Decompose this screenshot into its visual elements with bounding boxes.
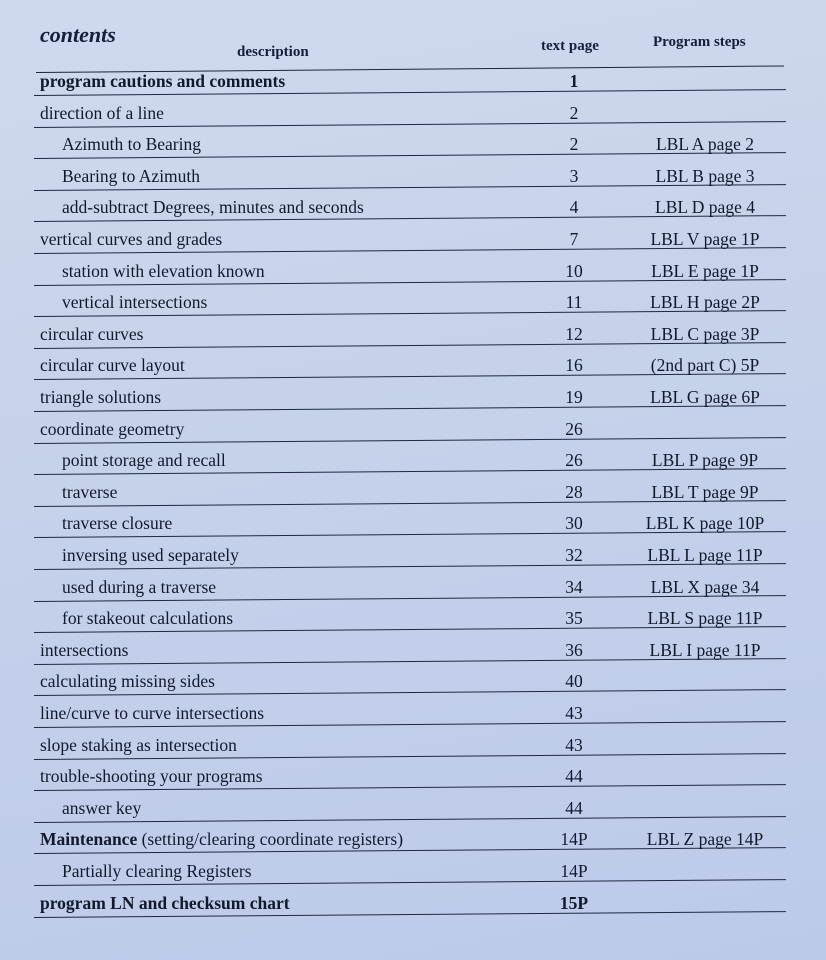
- row-description: used during a traverse: [62, 576, 217, 597]
- table-row: [0, 97, 826, 128]
- row-description: direction of a line: [40, 102, 164, 123]
- row-divider: [34, 500, 786, 507]
- row-description: circular curve layout: [40, 355, 185, 376]
- table-row: [0, 571, 826, 602]
- row-description: vertical curves and grades: [40, 229, 223, 249]
- row-text-page: 15P: [559, 892, 589, 913]
- row-description-rest: (setting/clearing coordinate registers): [137, 829, 404, 850]
- table-row: [0, 160, 826, 191]
- row-description: line/curve to curve intersections: [40, 703, 265, 723]
- row-text-page: 14P: [560, 861, 588, 881]
- table-row: [0, 729, 826, 760]
- row-program-steps: LBL T page 9P: [651, 481, 759, 502]
- row-program-steps: LBL H page 2P: [650, 292, 760, 313]
- row-text-page: 10: [565, 260, 583, 281]
- row-description: coordinate geometry: [40, 418, 185, 439]
- row-program-steps: LBL E page 1P: [651, 260, 759, 281]
- row-divider: [34, 816, 786, 823]
- page-title: contents: [40, 22, 116, 47]
- row-text-page: 2: [569, 134, 579, 155]
- row-text-page: 26: [565, 450, 583, 471]
- row-program-steps: LBL G page 6P: [650, 387, 760, 407]
- row-program-steps: LBL D page 4: [655, 197, 755, 218]
- row-description: add-subtract Degrees, minutes and seconds: [62, 197, 364, 218]
- header-program-steps: Program steps: [653, 34, 746, 50]
- table-row: [0, 65, 826, 96]
- row-text-page: 12: [565, 323, 583, 344]
- row-program-steps: LBL V page 1P: [650, 229, 760, 249]
- row-description: trouble-shooting your programs: [40, 766, 263, 787]
- row-text-page: 3: [569, 165, 579, 186]
- row-description: point storage and recall: [62, 450, 226, 471]
- row-divider: [34, 658, 786, 665]
- table-row: [0, 697, 826, 728]
- row-description: vertical intersections: [62, 292, 208, 313]
- table-row: [0, 602, 826, 633]
- row-text-page: 28: [565, 481, 583, 502]
- table-row: [0, 413, 826, 444]
- table-row: [0, 507, 826, 538]
- row-description-lead: Maintenance: [40, 829, 138, 850]
- row-program-steps: LBL K page 10P: [645, 513, 765, 534]
- row-program-steps: LBL L page 11P: [647, 545, 763, 565]
- table-row: [0, 255, 826, 286]
- row-description: for stakeout calculations: [62, 608, 234, 629]
- row-description: inversing used separately: [62, 545, 239, 565]
- row-text-page: 44: [565, 797, 583, 818]
- table-row: [0, 539, 826, 570]
- row-description: calculating missing sides: [40, 671, 215, 692]
- row-text-page: 2: [569, 102, 579, 123]
- row-text-page: 36: [565, 639, 583, 660]
- row-program-steps: (2nd part C) 5P: [650, 355, 760, 376]
- row-description: Partially clearing Registers: [62, 861, 252, 881]
- row-text-page: 43: [565, 703, 583, 723]
- row-text-page: 35: [565, 608, 583, 629]
- table-row: [0, 855, 826, 886]
- table-row: [0, 476, 826, 507]
- row-description: Azimuth to Bearing: [62, 134, 202, 155]
- row-description: circular curves: [40, 323, 144, 344]
- table-row: [0, 349, 826, 380]
- row-program-steps: LBL C page 3P: [650, 323, 760, 344]
- row-program-steps: LBL P page 9P: [651, 450, 759, 471]
- row-description: station with elevation known: [62, 260, 265, 281]
- row-divider: [34, 342, 786, 349]
- row-description: [40, 829, 403, 850]
- row-text-page: 40: [565, 671, 583, 692]
- row-text-page: 26: [565, 418, 583, 439]
- table-row: [0, 887, 826, 918]
- table-row: [0, 760, 826, 791]
- table-row: [0, 286, 826, 317]
- row-description: traverse: [62, 481, 118, 502]
- table-row: [0, 665, 826, 696]
- table-row: [0, 318, 826, 349]
- table-row: [0, 381, 826, 412]
- table-row: [0, 223, 826, 254]
- row-program-steps: LBL S page 11P: [647, 608, 763, 629]
- row-program-steps: LBL X page 34: [650, 576, 760, 597]
- row-description: program cautions and comments: [40, 71, 286, 91]
- row-text-page: 32: [565, 545, 583, 565]
- row-description: traverse closure: [62, 513, 173, 534]
- header-text-page: text page: [541, 38, 599, 54]
- row-text-page: 1: [569, 71, 579, 91]
- table-row: [0, 444, 826, 475]
- row-text-page: 19: [565, 387, 583, 407]
- row-program-steps: LBL A page 2: [655, 134, 755, 155]
- row-text-page: 43: [565, 734, 583, 755]
- row-program-steps: LBL B page 3: [655, 165, 755, 186]
- table-row: [0, 792, 826, 823]
- row-text-page: 11: [565, 292, 583, 313]
- table-row: [0, 823, 826, 854]
- table-row: [0, 128, 826, 159]
- table-row: [0, 634, 826, 665]
- row-description: program LN and checksum chart: [40, 892, 290, 913]
- row-text-page: 16: [565, 355, 583, 376]
- row-description: triangle solutions: [40, 387, 162, 407]
- header-description: description: [237, 44, 309, 60]
- table-row: [0, 191, 826, 222]
- row-description: slope staking as intersection: [40, 734, 237, 755]
- row-text-page: 34: [565, 576, 583, 597]
- row-text-page: 7: [569, 229, 579, 249]
- row-text-page: 4: [569, 197, 579, 218]
- row-program-steps: LBL Z page 14P: [646, 829, 764, 850]
- row-description: intersections: [40, 639, 129, 660]
- row-text-page: 14P: [560, 829, 588, 850]
- row-description: answer key: [62, 797, 142, 818]
- row-text-page: 30: [565, 513, 583, 534]
- row-description: Bearing to Azimuth: [62, 165, 201, 186]
- row-program-steps: LBL I page 11P: [649, 639, 761, 660]
- row-text-page: 44: [565, 766, 583, 787]
